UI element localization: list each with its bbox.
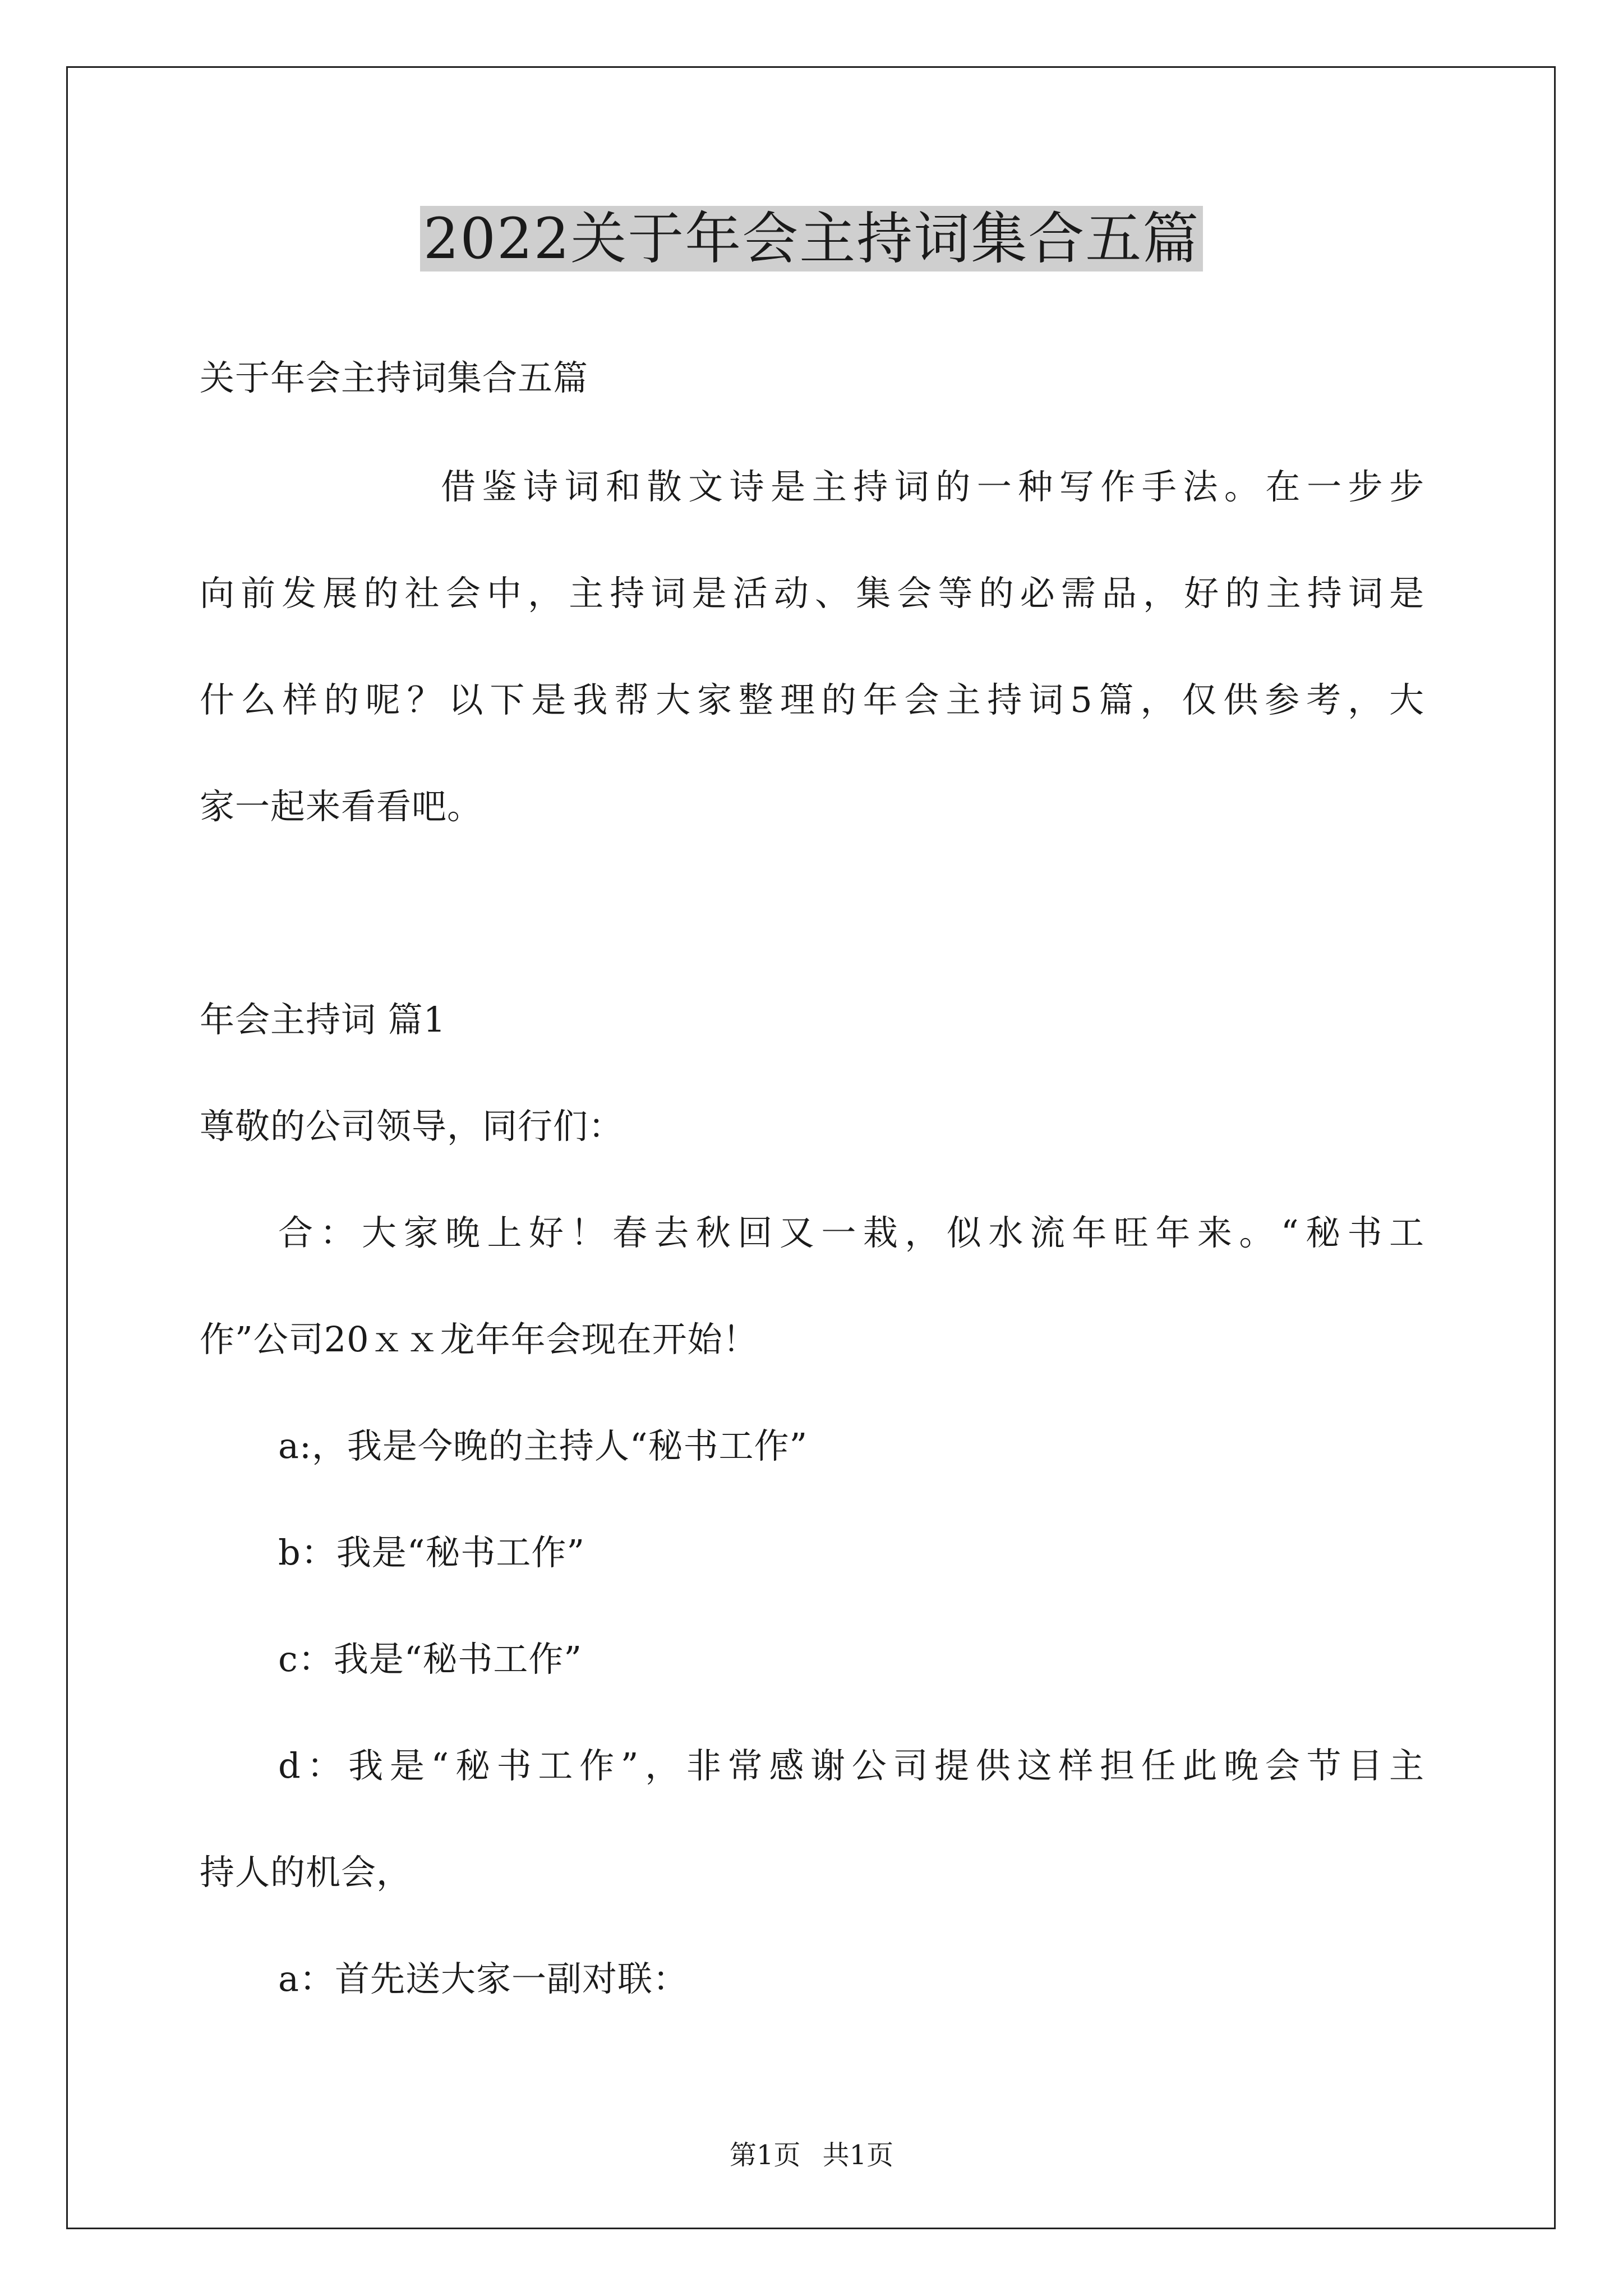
intro-line-3: 什么样的呢？以下是我帮大家整理的年会主持词5篇，仅供参考，大: [200, 679, 1424, 720]
paragraph-1-line-1: 合：大家晚上好！春去秋回又一栽，似水流年旺年来。“秘书工: [278, 1212, 1424, 1253]
paragraph-5-line-2: 持人的机会，: [200, 1852, 412, 1893]
paragraph-6: a：首先送大家一副对联：: [278, 1958, 688, 1999]
intro-line-2: 向前发展的社会中，主持词是活动、集会等的必需品，好的主持词是: [200, 573, 1424, 614]
document-title: [0, 200, 1623, 278]
page-number-footer: 第1页 共1页: [729, 2139, 894, 2171]
paragraph-3: b：我是“秘书工作”: [278, 1532, 585, 1573]
document-subtitle: 关于年会主持词集合五篇: [200, 357, 589, 398]
salutation: 尊敬的公司领导，同行们：: [200, 1106, 624, 1147]
intro-line-1: 借鉴诗词和散文诗是主持词的一种写作手法。在一步步: [441, 466, 1424, 507]
paragraph-1-line-2: 作”公司20ｘｘ龙年年会现在开始！: [200, 1319, 758, 1360]
paragraph-2: a:，我是今晚的主持人“秘书工作”: [278, 1425, 808, 1466]
document-title-text: 2022关于年会主持词集合五篇: [420, 206, 1204, 272]
paragraph-4: c：我是“秘书工作”: [278, 1639, 583, 1680]
paragraph-5-line-1: d：我是“秘书工作”，非常感谢公司提供这样担任此晚会节目主: [278, 1745, 1424, 1786]
intro-line-4: 家一起来看看吧。: [200, 786, 483, 827]
section-heading: 年会主持词 篇1: [200, 999, 446, 1040]
